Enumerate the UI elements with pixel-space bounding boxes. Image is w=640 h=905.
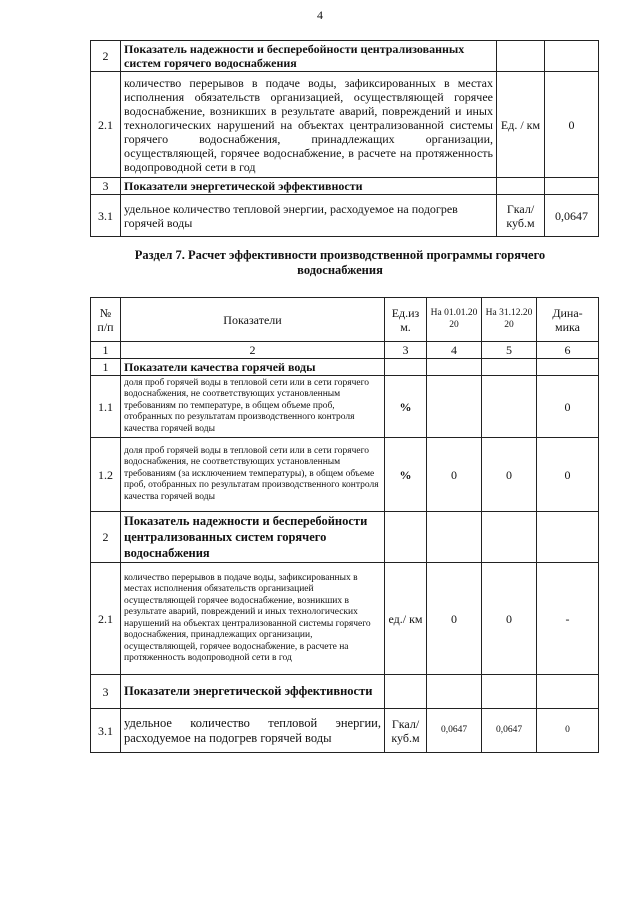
row-unit: Ед. / км	[497, 72, 545, 178]
row-text: Показатели энергетической эффективности	[121, 178, 497, 195]
row-number: 3.1	[91, 709, 121, 753]
col-number: 2	[121, 342, 385, 359]
table-row	[91, 178, 599, 195]
row-text: Показатель надежности и бесперебойности централизованных систем горячего водоснабжения	[121, 41, 497, 72]
row-text: Показатели энергетической эффективности	[121, 675, 385, 709]
row-unit	[385, 512, 427, 563]
row-unit: Гкал/ куб.м	[497, 195, 545, 237]
row-unit: %	[385, 438, 427, 512]
row-start: 0	[427, 438, 482, 512]
row-end	[482, 512, 537, 563]
row-unit	[497, 178, 545, 195]
table-row	[91, 438, 599, 512]
row-start	[427, 376, 482, 438]
table-row	[91, 709, 599, 753]
row-unit: %	[385, 376, 427, 438]
row-dynamics: 0	[537, 709, 599, 753]
section-title: Раздел 7. Расчет эффективности производственной программы горячего водоснабжения	[134, 248, 546, 277]
row-dynamics: 0	[537, 376, 599, 438]
row-number: 3.1	[91, 195, 121, 237]
table-row	[91, 72, 599, 178]
row-number: 2	[91, 512, 121, 563]
row-dynamics: -	[537, 563, 599, 675]
table-row	[91, 376, 599, 438]
row-unit: Гкал/ куб.м	[385, 709, 427, 753]
col-number: 1	[91, 342, 121, 359]
table-row	[91, 41, 599, 72]
col-number: 6	[537, 342, 599, 359]
row-end: 0,0647	[482, 709, 537, 753]
row-end	[482, 359, 537, 376]
table-row	[91, 563, 599, 675]
row-text: доля проб горячей воды в тепловой сети или в сети горячего водоснабжения, не соответствующих установленным требованиям (за исключением температуры), в общем объеме проб, отобранных по результатам производственного контроля качества горячей воды	[121, 438, 385, 512]
row-value: 0,0647	[545, 195, 599, 237]
header-num: № п/п	[91, 298, 121, 342]
row-text: количество перерывов в подаче воды, зафиксированных в местах исполнения обязательств организацией, осуществляющей горячее водоснабжение, возникших в результате аварий, повреждений и иных технологических нарушений на объектах централизованной системы горячего водоснабжения, принадлежащих организации, осуществляющей, горячее водоснабжение, в расчете на протяженность водопроводной сети в год	[121, 72, 497, 178]
row-text: доля проб горячей воды в тепловой сети или в сети горячего водоснабжения, не соответствующих установленным требованиям по температуре, в общем объеме проб, отобранных по результатам производственного контроля качества горячей воды	[121, 376, 385, 438]
row-text: удельное количество тепловой энергии, расходуемое на подогрев горячей воды	[121, 195, 497, 237]
table-row	[91, 675, 599, 709]
row-start	[427, 675, 482, 709]
row-value	[545, 178, 599, 195]
row-end: 0	[482, 563, 537, 675]
row-number: 1.2	[91, 438, 121, 512]
row-number: 2.1	[91, 563, 121, 675]
efficiency-table	[90, 297, 599, 753]
table-row	[91, 512, 599, 563]
row-number: 1.1	[91, 376, 121, 438]
table-continuation	[90, 40, 599, 237]
table-row	[91, 359, 599, 376]
row-unit: ед./ км	[385, 563, 427, 675]
header-unit: Ед.из м.	[385, 298, 427, 342]
row-start	[427, 359, 482, 376]
row-unit	[497, 41, 545, 72]
row-number: 3	[91, 675, 121, 709]
row-dynamics	[537, 512, 599, 563]
row-unit	[385, 359, 427, 376]
row-unit	[385, 675, 427, 709]
row-number: 3	[91, 178, 121, 195]
row-text: Показатель надежности и бесперебойности централизованных систем горячего водоснабжения	[121, 512, 385, 563]
table-row	[91, 195, 599, 237]
row-text: количество перерывов в подаче воды, зафиксированных в местах исполнения обязательств организацией осуществляющей горячее водоснабжение, возникших в результате аварий, повреждений и иных технологических нарушений на объектах централизованной системы горячего водоснабжения, принадлежащих организации, осуществляющей, горячее водоснабжение, в расчете на протяженность водопроводной сети в год	[121, 563, 385, 675]
row-number: 2.1	[91, 72, 121, 178]
col-number: 3	[385, 342, 427, 359]
row-dynamics: 0	[537, 438, 599, 512]
row-value	[545, 41, 599, 72]
column-numbers-row	[91, 342, 599, 359]
row-number: 1	[91, 359, 121, 376]
header-start: На 01.01.20 20	[427, 298, 482, 342]
page-number: 4	[317, 8, 323, 22]
table-header-row	[91, 298, 599, 342]
col-number: 5	[482, 342, 537, 359]
row-end: 0	[482, 438, 537, 512]
row-value: 0	[545, 72, 599, 178]
row-end	[482, 376, 537, 438]
row-dynamics	[537, 675, 599, 709]
row-dynamics	[537, 359, 599, 376]
header-dynamics: Дина-мика	[537, 298, 599, 342]
row-number: 2	[91, 41, 121, 72]
row-text: Показатели качества горячей воды	[121, 359, 385, 376]
header-indicator: Показатели	[121, 298, 385, 342]
row-start	[427, 512, 482, 563]
col-number: 4	[427, 342, 482, 359]
header-end: На 31.12.20 20	[482, 298, 537, 342]
row-end	[482, 675, 537, 709]
row-start: 0,0647	[427, 709, 482, 753]
row-start: 0	[427, 563, 482, 675]
row-text: удельное количество тепловой энергии, расходуемое на подогрев горячей воды	[121, 709, 385, 753]
